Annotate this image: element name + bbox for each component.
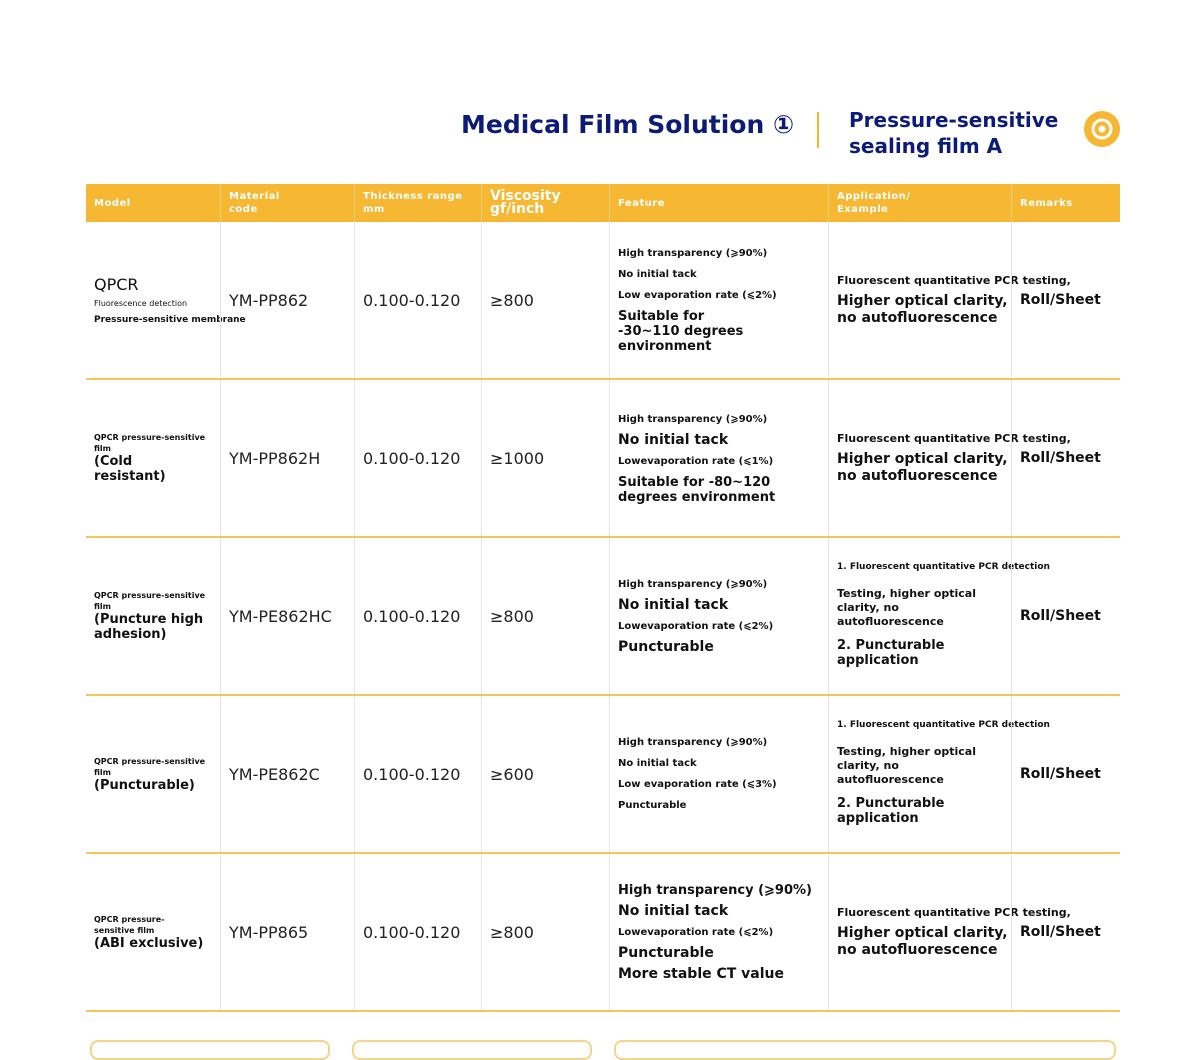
thickness-cell [354, 854, 481, 1010]
bottom-card [614, 1040, 1116, 1060]
model-line-2: (Puncture high adhesion) [94, 612, 204, 642]
remarks-cell [1011, 380, 1120, 536]
viscosity-value: ≥800 [490, 290, 534, 310]
model-line-1: QPCR pressure-sensitive film [94, 914, 165, 935]
feature-item: High transparency (⩾90%) [618, 413, 768, 425]
application-line-2: Higher optical clarity, no autofluorescence [837, 924, 1008, 958]
thickness-value: 0.100-0.120 [363, 290, 461, 310]
remarks-value: Roll/Sheet [1020, 924, 1101, 940]
col-material-code [220, 184, 354, 222]
model-line-1: QPCR pressure-sensitive film [94, 591, 206, 611]
application-cell [828, 538, 1050, 694]
col-material-code-l2: code [229, 204, 258, 215]
remarks-cell [1011, 222, 1120, 378]
material-code: YM-PE862C [229, 764, 320, 784]
application-line-2: Testing, higher optical clarity, no autofluorescence [837, 586, 976, 628]
col-model: Model [94, 197, 131, 209]
code-cell [220, 854, 354, 1010]
application-line-1: Fluorescent quantitative PCR testing, [837, 273, 1071, 287]
application-line-1: Fluorescent quantitative PCR testing, [837, 431, 1071, 445]
table-row [86, 854, 1120, 1012]
viscosity-value: ≥800 [490, 606, 534, 626]
feature-item: High transparency (⩾90%) [618, 882, 812, 898]
col-application-l2: Example [837, 204, 889, 215]
col-thickness-l2: mm [363, 204, 385, 215]
thickness-cell [354, 696, 481, 852]
feature-item: More stable CT value [618, 965, 785, 982]
model-line-1: QPCR pressure-sensitive film [94, 756, 206, 777]
application-line-1: Fluorescent quantitative PCR testing, [837, 905, 1071, 919]
col-application [828, 184, 1011, 222]
bottom-card [90, 1040, 330, 1060]
thickness-value: 0.100-0.120 [363, 448, 461, 468]
page-title: Medical Film Solution ① [461, 110, 795, 139]
feature-cell [609, 538, 828, 694]
remarks-cell [1011, 696, 1120, 852]
feature-item: Puncturable [618, 944, 714, 961]
col-remarks: Remarks [1011, 184, 1120, 222]
feature-item: Lowevaporation rate (⩽2%) [618, 926, 774, 938]
feature-item: Low evaporation rate (⩽2%) [618, 290, 777, 301]
application-line-2: Higher optical clarity, no autofluorescence [837, 292, 1008, 326]
remarks-value: Roll/Sheet [1020, 766, 1101, 782]
table-row [86, 380, 1120, 538]
title-divider [817, 112, 819, 148]
application-line-3: 2. Puncturable application [837, 795, 945, 826]
application-cell [828, 696, 1050, 852]
feature-item: Lowevaporation rate (⩽1%) [618, 455, 774, 467]
material-code: YM-PP865 [229, 922, 309, 942]
feature-item: Low evaporation rate (⩽3%) [618, 779, 777, 790]
feature-item: Suitable for -80~120 degrees environment [618, 474, 776, 505]
viscosity-cell [481, 854, 609, 1010]
remarks-value: Roll/Sheet [1020, 292, 1101, 308]
material-code: YM-PP862H [229, 448, 321, 468]
application-line-2: Testing, higher optical clarity, no autofluorescence [837, 744, 976, 786]
model-cell [86, 696, 220, 852]
remarks-cell [1011, 854, 1120, 1010]
feature-item: High transparency (⩾90%) [618, 579, 768, 590]
thickness-value: 0.100-0.120 [363, 922, 461, 942]
subtitle-line-2: sealing film A [849, 134, 1003, 158]
feature-cell [609, 222, 828, 378]
material-code: YM-PP862 [229, 290, 309, 310]
col-thickness-l1: Thickness range [363, 191, 463, 202]
model-line-2: Pressure-sensitive membrane [94, 314, 246, 325]
bottom-card [352, 1040, 592, 1060]
viscosity-cell [481, 538, 609, 694]
model-line-1: QPCR pressure-sensitive film [94, 433, 206, 453]
application-line-3: 2. Puncturable application [837, 637, 945, 668]
table-row [86, 538, 1120, 696]
feature-cell [609, 696, 828, 852]
col-thickness [354, 184, 481, 222]
model-cell [86, 222, 246, 378]
viscosity-cell [481, 380, 609, 536]
feature-item: Suitable for -30~110 degrees environment [618, 309, 744, 354]
viscosity-cell [481, 696, 609, 852]
model-cell [86, 380, 220, 536]
model-line-2: (Puncturable) [94, 777, 195, 793]
remarks-value: Roll/Sheet [1020, 608, 1101, 624]
code-cell [220, 222, 354, 378]
product-table [86, 184, 1120, 1012]
feature-item: No initial tack [618, 758, 697, 769]
application-line-2: Higher optical clarity, no autofluorescence [837, 450, 1008, 484]
model-cell [86, 538, 220, 694]
feature-item: Puncturable [618, 639, 714, 655]
code-cell [220, 380, 354, 536]
viscosity-value: ≥600 [490, 764, 534, 784]
viscosity-value: ≥800 [490, 922, 534, 942]
viscosity-cell [481, 222, 609, 378]
model-name: QPCR [94, 274, 139, 294]
thickness-cell [354, 222, 481, 378]
feature-item: No initial tack [618, 269, 697, 280]
feature-item: High transparency (⩾90%) [618, 737, 768, 748]
feature-item: High transparency (⩾90%) [618, 248, 768, 259]
feature-item: Lowevaporation rate (⩽2%) [618, 621, 774, 632]
target-circle-icon [1084, 111, 1120, 147]
model-line-1: Fluorescence detection [94, 298, 188, 308]
col-application-l1: Application/ [837, 191, 911, 202]
table-header [86, 184, 1120, 222]
model-line-2: (ABI exclusive) [94, 935, 204, 951]
model-line-2: (Cold resistant) [94, 454, 166, 484]
table-row [86, 222, 1120, 380]
feature-item: No initial tack [618, 431, 729, 448]
remarks-value: Roll/Sheet [1020, 450, 1101, 466]
thickness-cell [354, 380, 481, 536]
page-subtitle [849, 107, 1058, 159]
code-cell [220, 696, 354, 852]
feature-cell [609, 380, 828, 536]
table-row [86, 696, 1120, 854]
thickness-value: 0.100-0.120 [363, 764, 461, 784]
col-viscosity: Viscosity gf/inch [481, 184, 609, 222]
viscosity-value: ≥1000 [490, 448, 545, 468]
remarks-cell [1011, 538, 1120, 694]
material-code: YM-PE862HC [229, 606, 332, 626]
code-cell [220, 538, 354, 694]
model-cell [86, 854, 220, 1010]
feature-item: No initial tack [618, 597, 729, 613]
application-line-1: 1. Fluorescent quantitative PCR detection [837, 719, 1050, 730]
feature-item: Puncturable [618, 800, 687, 811]
thickness-cell [354, 538, 481, 694]
thickness-value: 0.100-0.120 [363, 606, 461, 626]
application-line-1: 1. Fluorescent quantitative PCR detection [837, 561, 1050, 572]
col-feature: Feature [609, 184, 828, 222]
subtitle-line-1: Pressure-sensitive [849, 108, 1059, 132]
feature-cell [609, 854, 828, 1010]
feature-item: No initial tack [618, 902, 729, 919]
col-material-code-l1: Material [229, 191, 280, 202]
